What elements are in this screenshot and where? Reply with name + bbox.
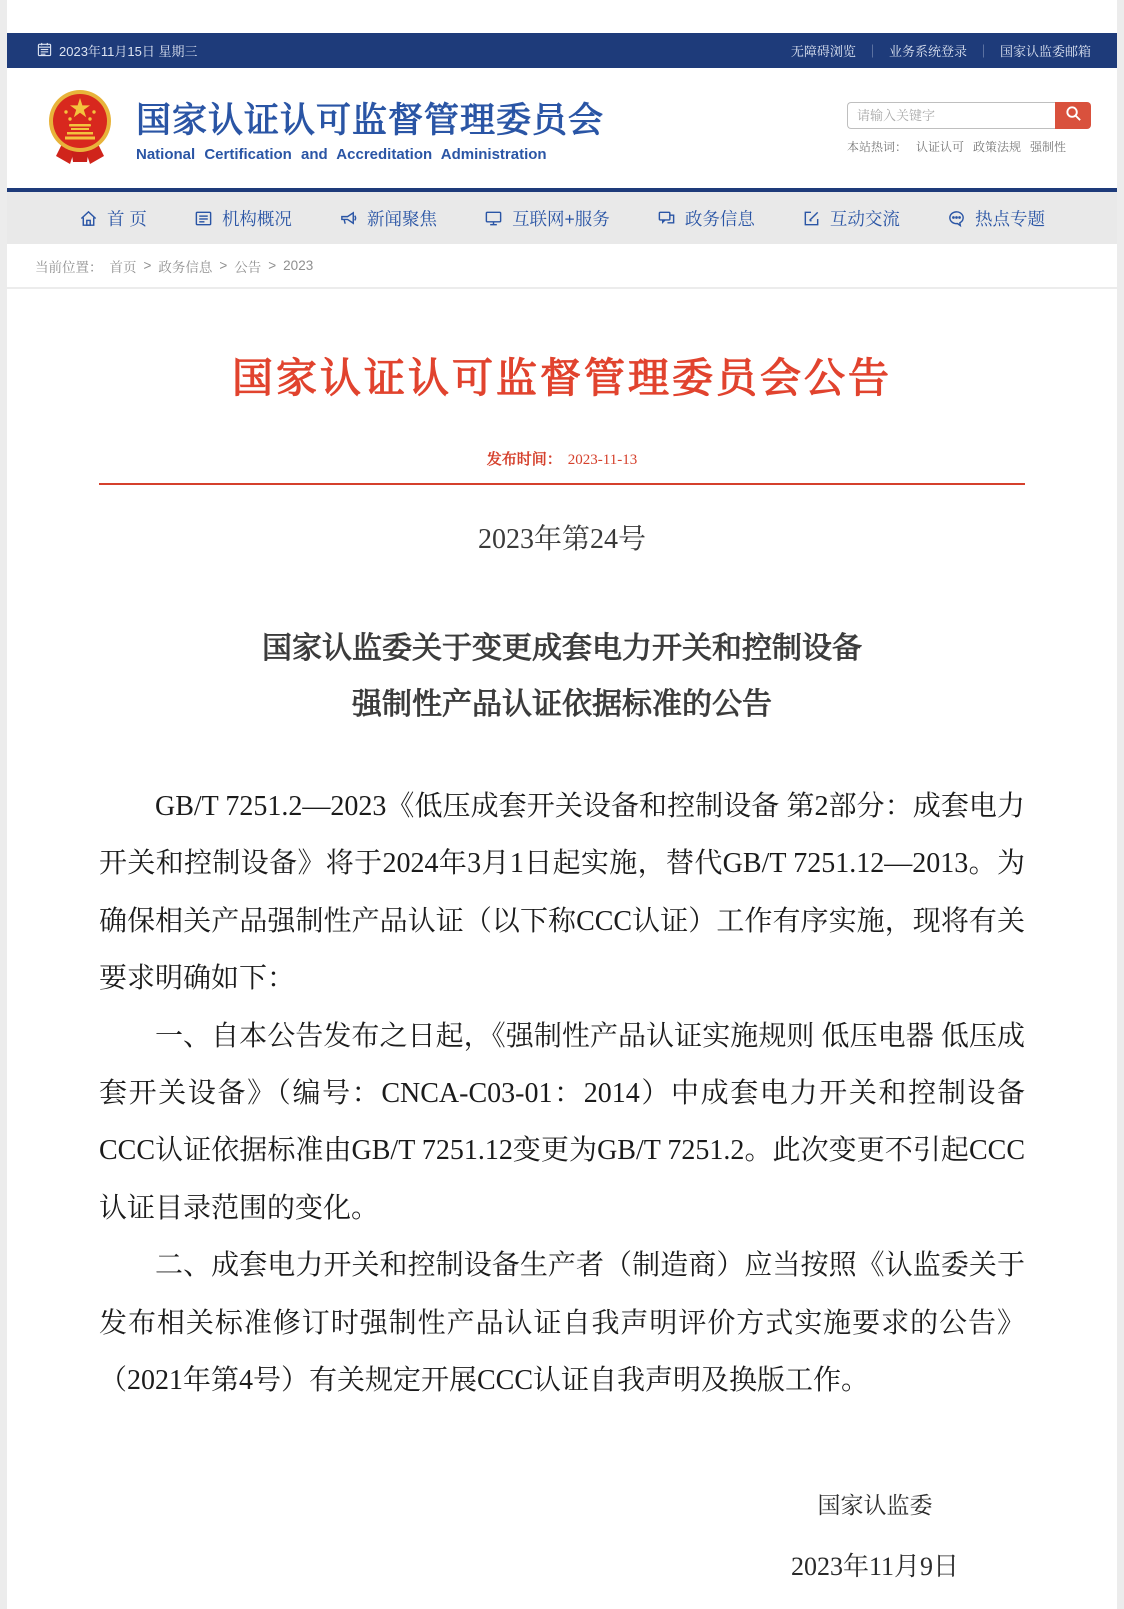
business-system-login-link[interactable]: 业务系统登录 xyxy=(889,41,967,60)
nav-label: 政务信息 xyxy=(685,206,755,231)
breadcrumb-separator: > xyxy=(144,258,152,273)
article xyxy=(7,345,1117,1609)
breadcrumb xyxy=(7,244,1117,289)
nav-label: 机构概况 xyxy=(222,206,292,231)
nav-item-internet-service[interactable] xyxy=(484,206,610,231)
search-area xyxy=(847,102,1091,155)
breadcrumb-item-home[interactable]: 首页 xyxy=(110,256,137,276)
article-body xyxy=(99,778,1025,1409)
nav-item-home[interactable] xyxy=(79,206,147,231)
top-spacer xyxy=(7,0,1117,33)
hot-words xyxy=(847,138,1066,155)
breadcrumb-label: 当前位置： xyxy=(35,256,103,276)
signature-org: 国家认监委 xyxy=(791,1487,959,1520)
search-icon xyxy=(1065,105,1082,125)
publish-label: 发布时间： xyxy=(487,451,562,468)
site-header xyxy=(7,68,1117,188)
internet-service-icon xyxy=(484,209,503,228)
cnca-emblem-logo xyxy=(40,86,120,170)
breadcrumb-item-2023[interactable]: 2023 xyxy=(283,258,313,273)
breadcrumb-item-announcements[interactable]: 公告 xyxy=(234,256,261,276)
signature-block xyxy=(99,1487,1025,1583)
topbar-date: 2023年11月15日 星期三 xyxy=(59,41,198,60)
subtitle-line-1: 国家认监委关于变更成套电力开关和控制设备 xyxy=(262,632,862,665)
nav-item-hot-topics[interactable] xyxy=(947,206,1045,231)
hot-word-link[interactable]: 政策法规 xyxy=(973,138,1021,155)
breadcrumb-separator: > xyxy=(268,258,276,273)
nav-item-org-overview[interactable] xyxy=(194,206,292,231)
hot-word-link[interactable]: 认证认可 xyxy=(916,138,964,155)
paragraph: 一、自本公告发布之日起，《强制性产品认证实施规则 低压电器 低压成套开关设备》（编号：CNCA-C03-01：2014）中成套电力开关和控制设备CCC认证依据标准由GB/T 7251.12变更为GB/T 7251.2。此次变更不引起CCC认证目录范围的变化。 xyxy=(99,1008,1025,1238)
breadcrumb-item-gov-info[interactable]: 政务信息 xyxy=(158,256,212,276)
nav-label: 互动交流 xyxy=(830,206,900,231)
search-input[interactable] xyxy=(847,102,1055,129)
article-title: 国家认证认可监督管理委员会公告 xyxy=(99,345,1025,404)
site-title-cn: 国家认证认可监督管理委员会 xyxy=(136,93,604,143)
org-overview-icon xyxy=(194,209,213,228)
nav-label: 首 页 xyxy=(107,206,147,231)
accessibility-link[interactable]: 无障碍浏览 xyxy=(791,41,856,60)
home-icon xyxy=(79,209,98,228)
paragraph: 二、成套电力开关和控制设备生产者（制造商）应当按照《认监委关于发布相关标准修订时强制性产品认证自我声明评价方式实施要求的公告》（2021年第4号）有关规定开展CCC认证自我声明及换版工作。 xyxy=(99,1237,1025,1409)
nav-label: 互联网+服务 xyxy=(512,206,610,231)
nav-label: 热点专题 xyxy=(975,206,1045,231)
title-divider xyxy=(99,483,1025,485)
breadcrumb-separator: > xyxy=(219,258,227,273)
hot-word-link[interactable]: 强制性 xyxy=(1030,138,1066,155)
nav-item-gov-info[interactable] xyxy=(657,206,755,231)
publish-time xyxy=(99,448,1025,469)
search-button[interactable] xyxy=(1055,102,1091,129)
announcement-subtitle xyxy=(99,621,1025,732)
doc-number: 2023年第24号 xyxy=(99,517,1025,557)
topbar xyxy=(7,33,1117,68)
cnca-mailbox-link[interactable]: 国家认监委邮箱 xyxy=(1000,41,1091,60)
hot-topics-chat-icon xyxy=(947,209,966,228)
nav-item-news[interactable] xyxy=(339,206,437,231)
subtitle-line-2: 强制性产品认证依据标准的公告 xyxy=(352,688,772,721)
publish-date: 2023-11-13 xyxy=(568,452,637,468)
gov-info-icon xyxy=(657,209,676,228)
brand xyxy=(40,86,604,170)
calendar-icon xyxy=(37,42,52,60)
page xyxy=(7,0,1117,1609)
topbar-separator: ｜ xyxy=(866,41,879,60)
hot-words-label: 本站热词： xyxy=(847,138,907,155)
nav-item-interaction[interactable] xyxy=(802,206,900,231)
nav-label: 新闻聚焦 xyxy=(367,206,437,231)
main-nav xyxy=(7,192,1117,244)
signature-date: 2023年11月9日 xyxy=(791,1546,959,1583)
topbar-separator: ｜ xyxy=(977,41,990,60)
news-megaphone-icon xyxy=(339,209,358,228)
interaction-edit-icon xyxy=(802,209,821,228)
paragraph: GB/T 7251.2—2023《低压成套开关设备和控制设备 第2部分：成套电力开关和控制设备》将于2024年3月1日起实施，替代GB/T 7251.12—2013。为确保相关产品强制性产品认证（以下称CCC认证）工作有序实施，现将有关要求明确如下： xyxy=(99,778,1025,1008)
site-title-en: National Certification and Accreditation Administration xyxy=(136,146,604,163)
